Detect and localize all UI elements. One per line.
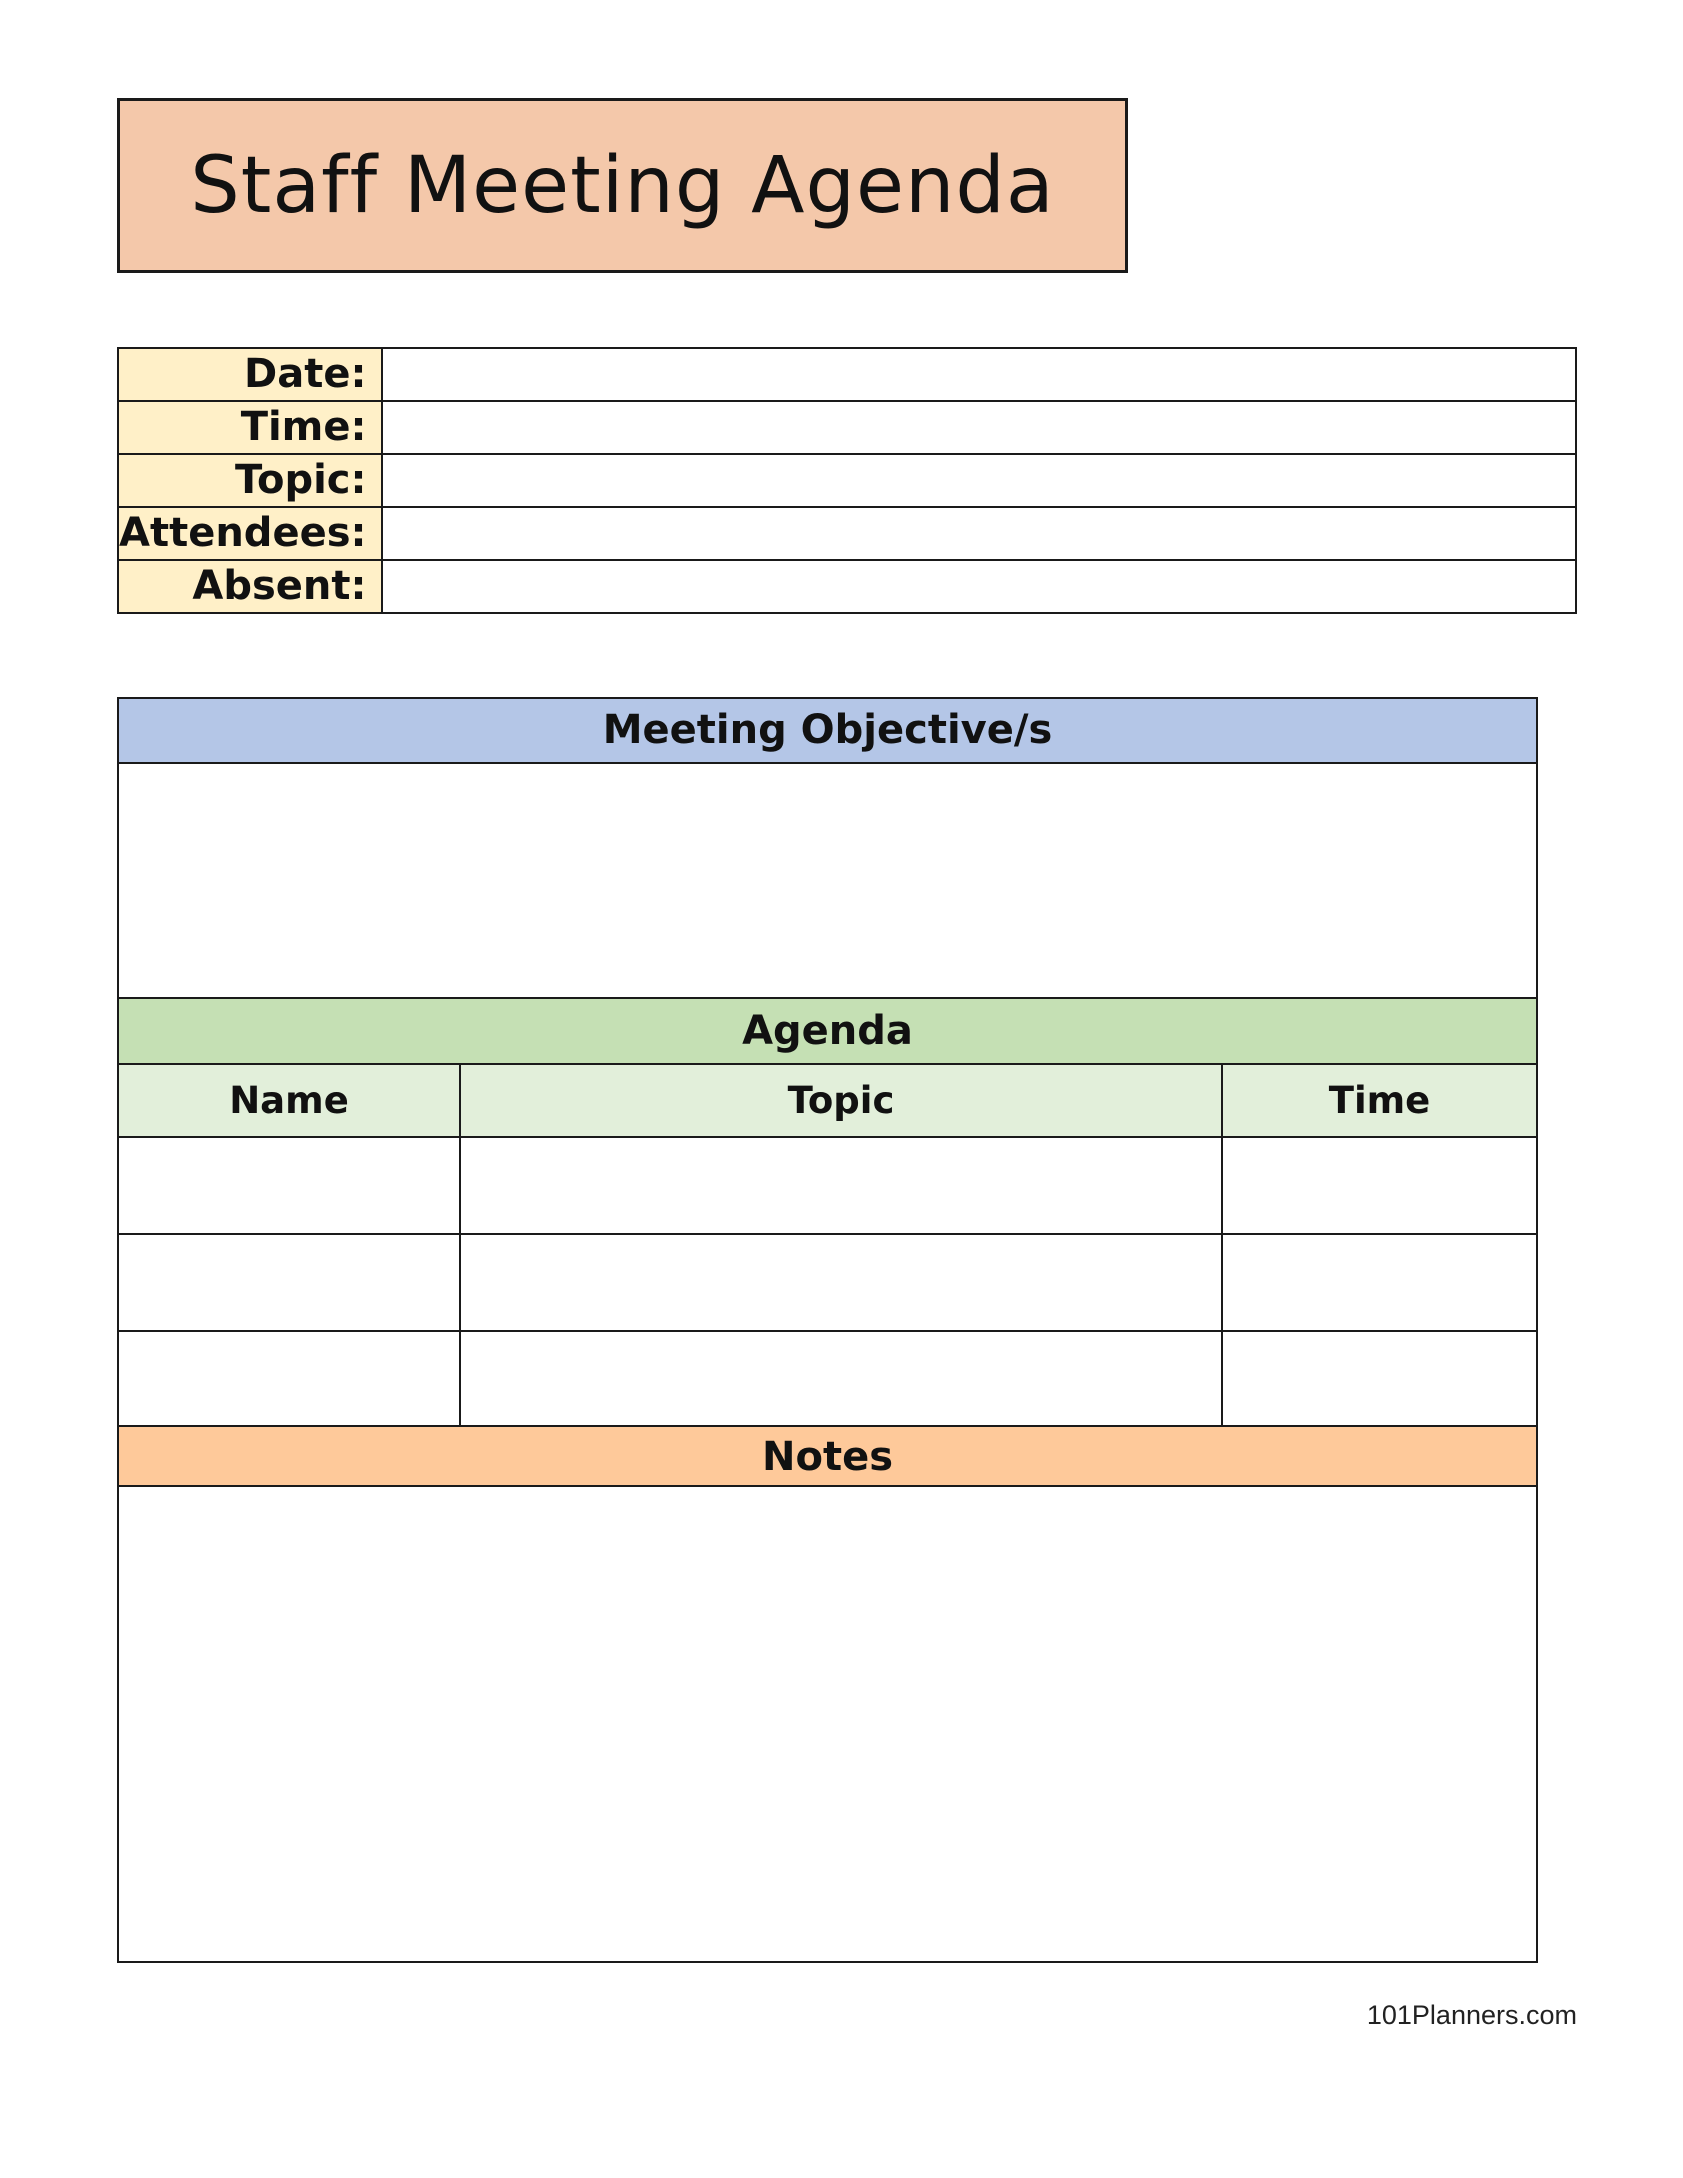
table-row xyxy=(119,1331,1536,1428)
agenda-column-headers xyxy=(119,1065,1536,1137)
agenda-table xyxy=(119,1065,1536,1429)
topic-label: Topic: xyxy=(118,454,382,507)
title-banner xyxy=(117,98,1128,273)
time-field[interactable] xyxy=(382,401,1577,454)
topic-field[interactable] xyxy=(382,454,1577,507)
agenda-name-cell[interactable] xyxy=(119,1331,460,1428)
meeting-info-table xyxy=(117,347,1577,614)
info-row-attendees xyxy=(118,507,1576,560)
date-field[interactable] xyxy=(382,348,1577,401)
notes-header: Notes xyxy=(119,1425,1536,1487)
agenda-header: Agenda xyxy=(119,999,1536,1065)
page-title: Staff Meeting Agenda xyxy=(190,140,1055,231)
time-label: Time: xyxy=(118,401,382,454)
agenda-time-cell[interactable] xyxy=(1222,1234,1536,1331)
table-row xyxy=(119,1234,1536,1331)
info-row-date xyxy=(118,348,1576,401)
agenda-name-cell[interactable] xyxy=(119,1234,460,1331)
absent-label: Absent: xyxy=(118,560,382,613)
info-row-topic xyxy=(118,454,1576,507)
agenda-time-cell[interactable] xyxy=(1222,1331,1536,1428)
date-label: Date: xyxy=(118,348,382,401)
source-credit: 101Planners.com xyxy=(1366,2000,1577,2030)
agenda-time-cell[interactable] xyxy=(1222,1137,1536,1234)
agenda-topic-cell[interactable] xyxy=(460,1331,1222,1428)
objective-field[interactable] xyxy=(119,764,1536,999)
agenda-name-cell[interactable] xyxy=(119,1137,460,1234)
attendees-label: Attendees: xyxy=(118,507,382,560)
info-row-time xyxy=(118,401,1576,454)
column-header-topic: Topic xyxy=(460,1065,1222,1137)
notes-field[interactable] xyxy=(119,1487,1536,1961)
agenda-topic-cell[interactable] xyxy=(460,1137,1222,1234)
column-header-name: Name xyxy=(119,1065,460,1137)
column-header-time: Time xyxy=(1222,1065,1536,1137)
absent-field[interactable] xyxy=(382,560,1577,613)
info-row-absent xyxy=(118,560,1576,613)
agenda-form xyxy=(117,697,1538,1963)
agenda-topic-cell[interactable] xyxy=(460,1234,1222,1331)
objective-header: Meeting Objective/s xyxy=(119,699,1536,764)
attendees-field[interactable] xyxy=(382,507,1577,560)
table-row xyxy=(119,1137,1536,1234)
